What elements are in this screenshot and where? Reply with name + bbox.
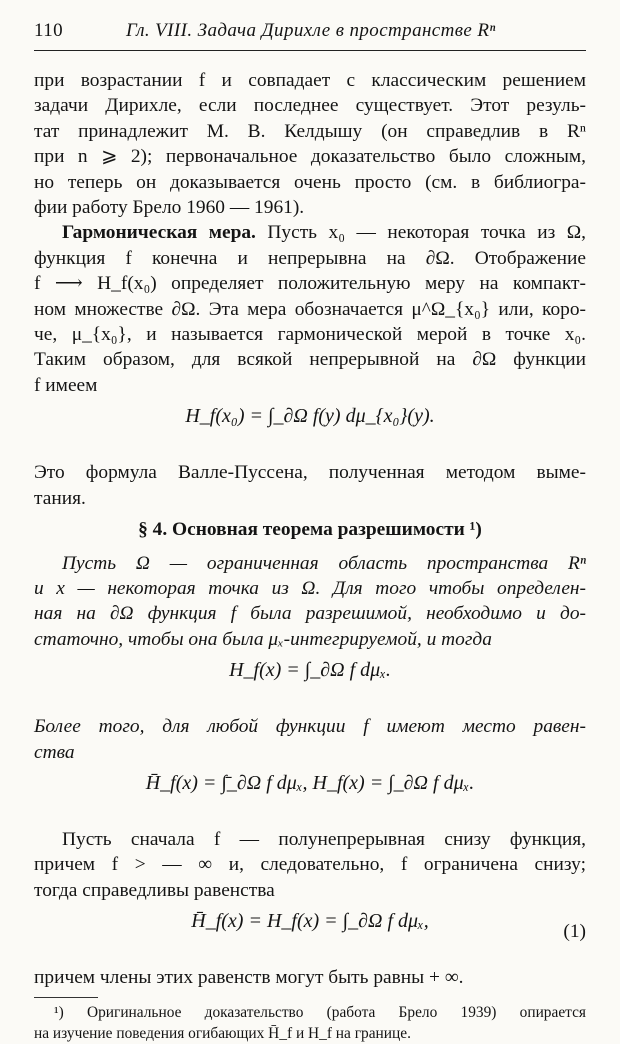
formula-1 [34,909,586,957]
paragraph-harmonic-measure [34,220,586,398]
text-line: ная на ∂Ω функция f была разрешимой, необходимо и до- [34,603,586,625]
paragraph-1 [34,68,586,220]
formula-text: H_f(x) = ∫_∂Ω f dμₓ. [229,659,391,682]
equation-number: (1) [563,921,586,943]
formula-text: H̄_f(x) = ∫̄_∂Ω f dμₓ, H_f(x) = ∫_∂Ω f dμₓ. [145,771,475,794]
text-line: ном множестве ∂Ω. Эта мера обозначается μ^Ω_{x₀} или, коро- [34,298,586,320]
text-line: при возрастании f и совпадает с классическим решением [34,70,586,91]
text-line: тания. [34,487,86,509]
text-line: причем f > — ∞ и, следовательно, f ограничена снизу; [34,854,586,876]
text-line: тат принадлежит М. В. Келдышу (он справедлив в Rⁿ [34,120,586,142]
text-line: при n ⩾ 2); первоначальное доказательство было сложным, [34,146,586,168]
text-run: Пусть x₀ — некоторая точка из Ω, [255,222,587,244]
run-in-heading: Гармоническая мера. [62,222,256,244]
text-line: f ⟶ H_f(x₀) определяет положительную меру на компакт- [34,273,586,295]
text-line: Пусть сначала f — полунепрерывная снизу функция, [62,828,586,850]
text-line: но теперь он доказывается очень просто (см. в библиогра- [34,171,586,193]
formula-text: H_f(x₀) = ∫_∂Ω f(y) dμ_{x₀}(y). [185,405,435,428]
text-line: причем члены этих равенств могут быть равны + ∞. [34,967,464,989]
text-line: f имеем [34,374,98,396]
formula-theorem [34,658,586,706]
page-number: 110 [34,20,63,41]
formula-valle-poussin [34,404,586,452]
text-line: Это формула Валле-Пуссена, полученная методом выме- [34,462,586,484]
header-rule [34,50,586,51]
footnote-rule [34,997,98,998]
formula-text: H̄_f(x) = H_f(x) = ∫_∂Ω f dμₓ, [191,910,429,933]
text-line: ства [34,741,75,763]
paragraph-7 [34,965,586,990]
chapter-title: Гл. VIII. Задача Дирихле в пространстве Rⁿ [126,20,496,41]
footnote-line: ¹) Оригинальное доказательство (работа Брело 1939) опирается [54,1003,586,1021]
text-line: задачи Дирихле, если последнее существует. Этот резуль- [34,95,586,117]
paragraph-3 [34,460,586,511]
running-header [34,20,586,46]
theorem-statement [34,551,586,653]
book-page [34,20,587,1042]
text-line: Более того, для любой функции f имеют место равен- [34,716,586,738]
text-line: функция f конечна и непрерывна на ∂Ω. Отображение [34,247,586,269]
text-line: тогда справедливы равенства [34,879,275,901]
text-line: статочно, чтобы она была μₓ-интегрируемой, и тогда [34,628,492,650]
text-line: Таким образом, для всякой непрерывной на ∂Ω функции [34,349,586,371]
text-line: и x — некоторая точка из Ω. Для того чтобы определен- [34,577,586,599]
formula-upper-lower [34,771,586,819]
text-line [34,220,586,245]
footnote [34,1002,586,1044]
text-line: фии работу Брело 1960 — 1961). [34,197,305,219]
paragraph-6 [34,827,586,903]
paragraph-5 [34,714,586,765]
page-body [34,68,586,1044]
section-heading: § 4. Основная теорема разрешимости ¹) [138,519,482,541]
footnote-line: на изучение поведения огибающих H̄_f и H_f на границе. [34,1024,411,1042]
text-line: Пусть Ω — ограниченная область пространства Rⁿ [62,552,586,574]
text-line: че, μ_{x₀}, и называется гармонической мерой в точке x₀. [34,324,586,346]
